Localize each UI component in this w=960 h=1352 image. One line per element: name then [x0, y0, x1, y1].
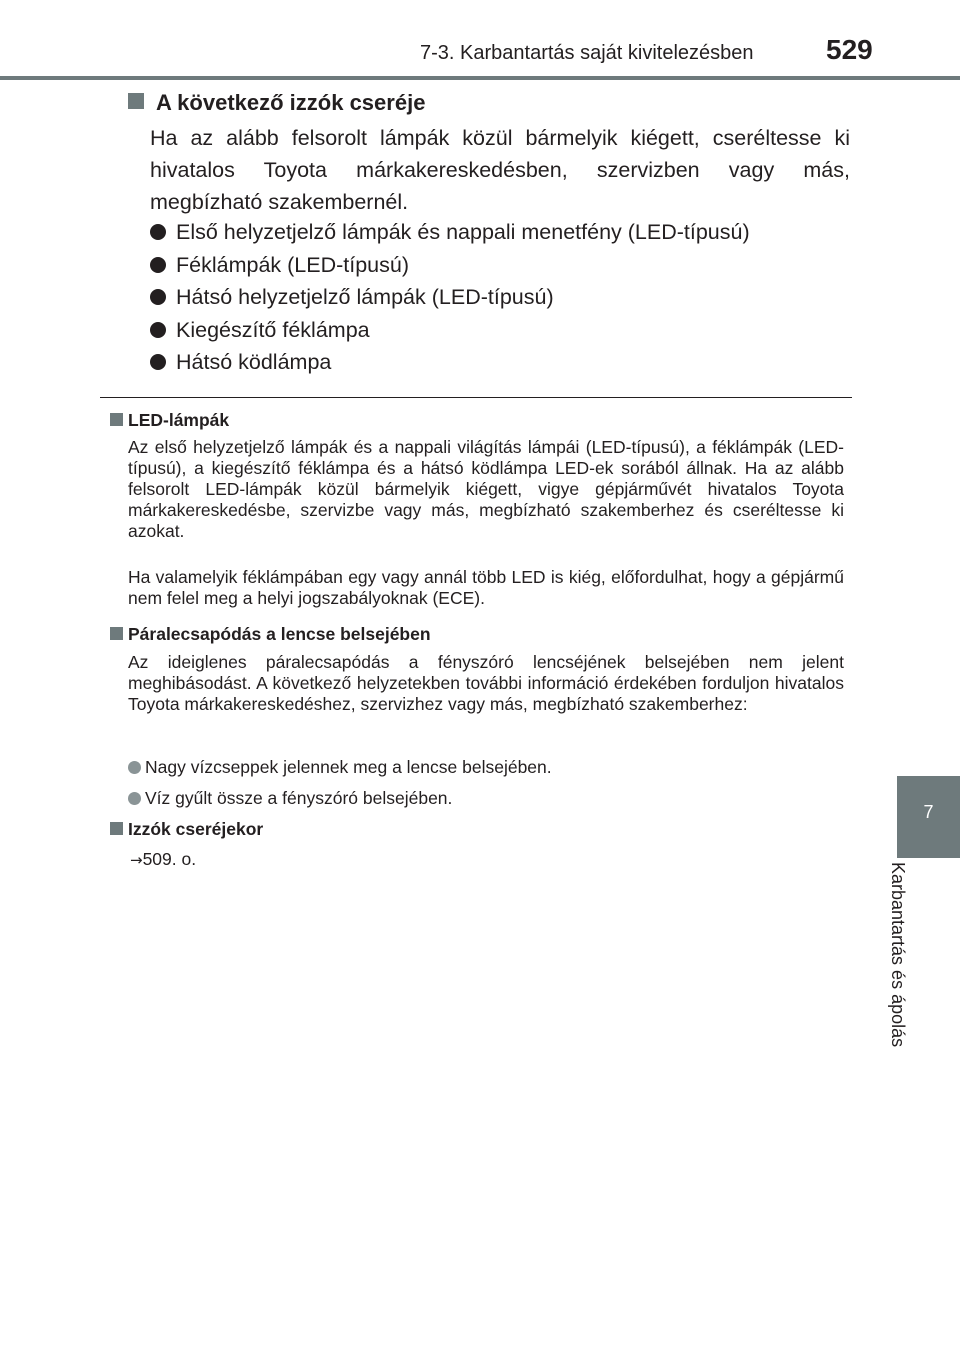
note-paragraph: Ha valamelyik féklámpában egy vagy annál több LED is kiég, előfordulhat, hogy a gépjármű nem felel meg a helyi jogszabályoknak (ECE).: [128, 567, 844, 608]
bullet-icon: [150, 322, 166, 338]
header-rule: [0, 76, 960, 80]
list-item: Féklámpák (LED-típusú): [150, 249, 750, 282]
square-bullet-icon: [128, 93, 144, 109]
list-item: Kiegészítő féklámpa: [150, 314, 750, 347]
header-section-title: 7-3. Karbantartás saját kivitelezésben: [420, 42, 754, 64]
bullet-icon: [128, 761, 141, 774]
list-item: Víz gyűlt össze a fényszóró belsejében.: [128, 788, 452, 809]
bullet-icon: [150, 257, 166, 273]
page-number: 529: [826, 34, 873, 65]
list-item: Első helyzetjelző lámpák és nappali menetfény (LED-típusú): [150, 216, 750, 249]
arrow-right-icon: →: [130, 851, 143, 869]
page-reference[interactable]: [130, 849, 196, 870]
note-title-led: LED-lámpák: [110, 410, 229, 431]
section-divider: [100, 397, 852, 398]
note-paragraph: Az ideiglenes páralecsapódás a fényszóró lencséjének belsejében nem jelent meghibásodást. A következő helyzetekben további információ érdekében forduljon hivatalos Toyota márkakereskedéshez, szervizhez vagy más, megbízható szakemberhez:: [128, 652, 844, 714]
note-title-bulb: Izzók cseréjekor: [110, 819, 263, 840]
square-bullet-icon: [110, 413, 123, 426]
bullet-icon: [150, 224, 166, 240]
list-item: Nagy vízcseppek jelennek meg a lencse belsejében.: [128, 757, 552, 778]
bulb-list: [150, 216, 750, 379]
square-bullet-icon: [110, 822, 123, 835]
bullet-icon: [150, 354, 166, 370]
list-item: Hátsó ködlámpa: [150, 346, 750, 379]
chapter-tab[interactable]: [897, 776, 960, 858]
section-title-text: A következő izzók cseréje: [156, 90, 426, 115]
chapter-label-text: Karbantartás és ápolás: [888, 862, 908, 1048]
bullet-icon: [128, 792, 141, 805]
chapter-label: [888, 862, 938, 1082]
section-title: [128, 90, 425, 116]
square-bullet-icon: [110, 627, 123, 640]
intro-paragraph: Ha az alább felsorolt lámpák közül bármelyik kiégett, cseréltesse ki hivatalos Toyota márkakereskedésben, szervizben vagy más, megbízható szakembernél.: [150, 126, 850, 214]
bullet-icon: [150, 289, 166, 305]
note-paragraph: Az első helyzetjelző lámpák és a nappali világítás lámpái (LED-típusú), a féklámpák (LED-típusú), a kiegészítő féklámpa és a hátsó ködlámpa LED-ek sorából állnak. Ha az alább felsorolt LED-lámpák közül bármelyik kiégett, vigye gépjárművét hivatalos Toyota márkakereskedésbe, szervizbe vagy más, megbízható szakemberhez és cseréltesse ki azokat.: [128, 437, 844, 541]
page-reference-text: 509. o.: [142, 849, 197, 869]
list-item: Hátsó helyzetjelző lámpák (LED-típusú): [150, 281, 750, 314]
note-title-condensation: Páralecsapódás a lencse belsejében: [110, 624, 431, 645]
chapter-number: 7: [923, 802, 934, 822]
